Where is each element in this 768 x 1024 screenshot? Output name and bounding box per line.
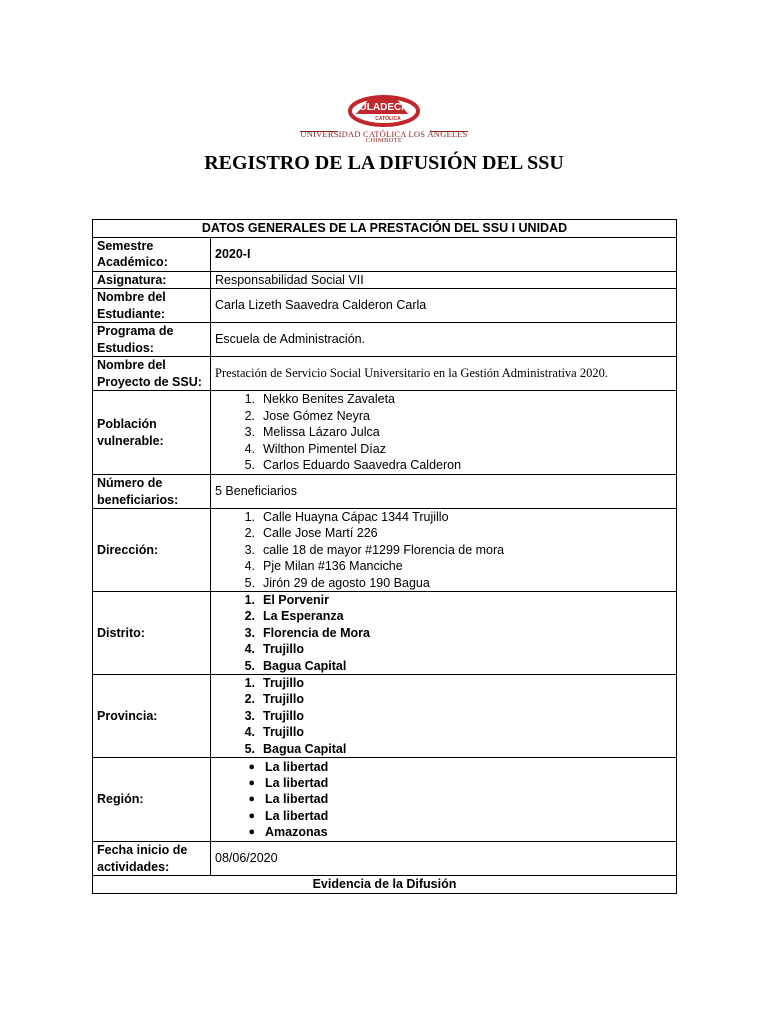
direccion-label: Dirección: xyxy=(93,509,211,592)
list-item: 3. Trujillo xyxy=(244,708,304,723)
direccion-list xyxy=(215,509,672,591)
proyecto-label: Nombre del Proyecto de SSU: xyxy=(93,357,211,391)
row-region xyxy=(93,758,677,842)
row-asignatura xyxy=(93,271,677,289)
list-item: 5. Jirón 29 de agosto 190 Bagua xyxy=(244,575,430,590)
list-item: 4. Wilthon Pimentel Díaz xyxy=(244,441,386,456)
list-item: 3. Florencia de Mora xyxy=(244,625,370,640)
list-item: ● La libertad xyxy=(215,808,672,824)
list-item: ● La libertad xyxy=(215,791,672,807)
list-item: 1. El Porvenir xyxy=(244,593,329,608)
beneficiarios-value: 5 Beneficiarios xyxy=(211,475,677,509)
ssu-data-table xyxy=(92,219,677,894)
list-item: 1. Trujillo xyxy=(244,676,304,691)
row-proyecto xyxy=(93,357,677,391)
row-programa xyxy=(93,323,677,357)
programa-label: Programa de Estudios: xyxy=(93,323,211,357)
estudiante-value: Carla Lizeth Saavedra Calderon Carla xyxy=(211,289,677,323)
document-title: REGISTRO DE LA DIFUSIÓN DEL SSU xyxy=(204,152,564,174)
distrito-label: Distrito: xyxy=(93,592,211,675)
list-item: ● Amazonas xyxy=(215,824,672,840)
asignatura-label: Asignatura: xyxy=(93,271,211,289)
provincia-list xyxy=(215,675,672,757)
row-fecha xyxy=(93,842,677,876)
distrito-list xyxy=(215,592,672,674)
list-item: 5. Bagua Capital xyxy=(244,658,347,673)
semestre-label: Semestre Académico: xyxy=(93,237,211,271)
poblacion-list xyxy=(215,391,672,473)
list-item: ● La libertad xyxy=(215,775,672,791)
row-provincia xyxy=(93,675,677,758)
list-item: 4. Pje Milan #136 Manciche xyxy=(244,559,403,574)
row-beneficiarios xyxy=(93,475,677,509)
asignatura-value: Responsabilidad Social VII xyxy=(211,271,677,289)
list-item: ● La libertad xyxy=(215,759,672,775)
university-name: UNIVERSIDAD CATÓLICA LOS ÁNGELES xyxy=(300,129,468,139)
list-item: 2. Jose Gómez Neyra xyxy=(244,408,370,423)
logo-text: ULADECH xyxy=(359,102,409,113)
row-distrito xyxy=(93,592,677,675)
fecha-label: Fecha inicio de actividades: xyxy=(93,842,211,876)
list-item: 2. La Esperanza xyxy=(244,609,344,624)
uladech-logo xyxy=(336,92,432,132)
region-list xyxy=(215,759,672,841)
fecha-value: 08/06/2020 xyxy=(211,842,677,876)
logo-subtext: CATÓLICA xyxy=(375,116,401,122)
bullet-icon: ● xyxy=(248,809,255,822)
row-estudiante xyxy=(93,289,677,323)
bullet-icon: ● xyxy=(248,793,255,806)
bullet-icon: ● xyxy=(248,826,255,839)
bullet-icon: ● xyxy=(248,776,255,789)
programa-value: Escuela de Administración. xyxy=(211,323,677,357)
list-item: 1. Calle Huayna Cápac 1344 Trujillo xyxy=(244,510,449,524)
list-item: 5. Carlos Eduardo Saavedra Calderon xyxy=(244,458,462,473)
row-poblacion xyxy=(93,391,677,475)
proyecto-value: Prestación de Servicio Social Universitario en la Gestión Administrativa 2020. xyxy=(211,357,677,391)
row-direccion xyxy=(93,509,677,592)
list-item: 3. calle 18 de mayor #1299 Florencia de mora xyxy=(244,542,505,557)
provincia-label: Provincia: xyxy=(93,675,211,758)
list-item: 1. Nekko Benites Zavaleta xyxy=(244,392,396,407)
evidencia-header: Evidencia de la Difusión xyxy=(93,876,677,894)
beneficiarios-label: Número de beneficiarios: xyxy=(93,475,211,509)
bullet-icon: ● xyxy=(248,760,255,773)
list-item: 2. Trujillo xyxy=(244,692,304,707)
university-city: CHIMBOTE xyxy=(365,137,403,144)
estudiante-label: Nombre del Estudiante: xyxy=(93,289,211,323)
row-semestre xyxy=(93,237,677,271)
list-item: 2. Calle Jose Martí 226 xyxy=(244,526,378,541)
semestre-value: 2020-I xyxy=(211,237,677,271)
region-label: Región: xyxy=(93,758,211,842)
section-header-row xyxy=(93,220,677,238)
list-item: 4. Trujillo xyxy=(244,725,304,740)
list-item: 5. Bagua Capital xyxy=(244,741,347,756)
university-logo-block xyxy=(0,92,768,152)
section-header: DATOS GENERALES DE LA PRESTACIÓN DEL SSU I UNIDAD xyxy=(93,220,677,238)
list-item: 3. Melissa Lázaro Julca xyxy=(244,425,380,440)
poblacion-label: Población vulnerable: xyxy=(93,391,211,475)
evidencia-row xyxy=(93,876,677,894)
list-item: 4. Trujillo xyxy=(244,642,304,657)
